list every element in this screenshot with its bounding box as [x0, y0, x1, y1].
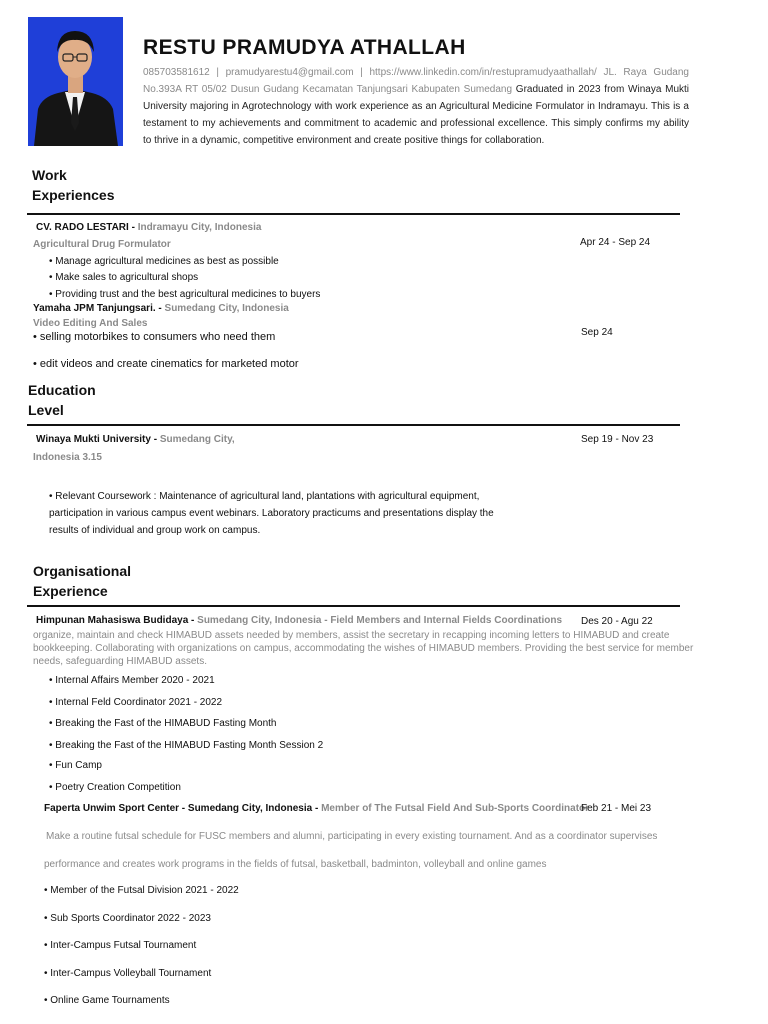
education-date: Sep 19 - Nov 23 — [581, 434, 654, 445]
job-2-bullet-2: • edit videos and create cinematics for marketed motor — [33, 358, 299, 370]
org-1-bullet-1: • Internal Affairs Member 2020 - 2021 — [49, 675, 215, 686]
org-2-description-line-1: Make a routine futsal schedule for FUSC members and alumni, participating in every existing tournament. And as a coordinator supervises — [46, 831, 658, 842]
org-2-bullet-2: • Sub Sports Coordinator 2022 - 2023 — [44, 913, 211, 924]
job-1-bullet-1: • Manage agricultural medicines as best as possible — [49, 256, 279, 267]
org-1-title: Himpunan Mahasiswa Budidaya - Sumedang City, Indonesia - Field Members and Internal Fields Coordinations — [36, 615, 563, 626]
org-2-date: Feb 21 - Mei 23 — [581, 803, 652, 814]
org-2-description-line-2: performance and creates work programs in the fields of futsal, basketball, badminton, volleyball and online games — [44, 859, 547, 870]
org-2-bullet-1: • Member of the Futsal Division 2021 - 2022 — [44, 885, 239, 896]
org-1-bullet-6: • Poetry Creation Competition — [49, 782, 181, 793]
org-1-bullet-5: • Fun Camp — [49, 760, 102, 771]
org-1-bullet-2: • Internal Feld Coordinator 2021 - 2022 — [49, 697, 223, 708]
work-section-title: Work Experiences — [32, 167, 115, 203]
org-1-bullet-4: • Breaking the Fast of the HIMABUD Fasting Month Session 2 — [49, 740, 324, 751]
organisation-divider — [27, 605, 680, 607]
job-2-role: Video Editing And Sales — [33, 318, 148, 329]
org-2-bullet-4: • Inter-Campus Volleyball Tournament — [44, 968, 212, 979]
summary-text: Graduated in 2023 from Winaya Mukti University majoring in Agrotechnology with work experience as an Agricultural Medicine Formulator in Indramayu. This is a testament to my achievements and commitment to academic and professional excellence. This simply confirms my ability to thrive in a dynamic, competitive environment and create positive things for collaboration. — [143, 84, 690, 146]
profile-photo-portrait — [28, 17, 123, 146]
intro-paragraph — [143, 64, 689, 149]
job-1-bullet-2: • Make sales to agricultural shops — [49, 272, 199, 283]
org-1-date: Des 20 - Agu 22 — [581, 616, 653, 627]
org-1-bullet-3: • Breaking the Fast of the HIMABUD Fasting Month — [49, 718, 277, 729]
job-1-org: CV. RADO LESTARI - Indramayu City, Indonesia — [36, 222, 262, 233]
education-location-gpa: Indonesia 3.15 — [33, 452, 102, 463]
education-divider — [27, 424, 680, 426]
job-2-date: Sep 24 — [581, 327, 613, 338]
job-2-org: Yamaha JPM Tanjungsari. - Sumedang City, Indonesia — [33, 303, 289, 314]
education-coursework: • Relevant Coursework : Maintenance of agricultural land, plantations with agricultural equipment, participation in various campus event webinars. Laboratory practicums and presentations display the results of individual and group work on campus. — [49, 491, 494, 536]
job-1-role: Agricultural Drug Formulator — [33, 239, 171, 250]
organisation-section-title: Organisational Experience — [33, 563, 132, 599]
org-2-title: Faperta Unwim Sport Center - Sumedang City, Indonesia - Member of The Futsal Field And Sub-Sports Coordinator — [44, 803, 590, 814]
profile-photo — [28, 17, 123, 146]
job-1-date: Apr 24 - Sep 24 — [580, 237, 651, 248]
job-2-bullet-1: • selling motorbikes to consumers who need them — [33, 331, 276, 343]
org-2-bullet-5: • Online Game Tournaments — [44, 995, 170, 1006]
work-divider — [27, 213, 680, 215]
org-2-bullet-3: • Inter-Campus Futsal Tournament — [44, 940, 197, 951]
education-org: Winaya Mukti University - Sumedang City, — [36, 434, 235, 445]
org-1-description: organize, maintain and check HIMABUD assets needed by members, assist the secretary in recapping incoming letters to HIMABUD and create bookkeeping. Collaborating with organizations on campus, accommodating the wishes of HIMABUD members. Providing the best service for member needs, safeguarding HIMABUD assets. — [33, 630, 694, 667]
education-section-title: Education Level — [28, 382, 96, 418]
contact-details[interactable]: 085703581612 | pramudyarestu4@gmail.com | https://www.linkedin.com/in/restupramudyaathallah/ JL. Raya Gudang No.393A RT 05/02 Dusun Gudang Kecamatan Tanjungsari Kabupaten Sumedang — [143, 67, 689, 95]
job-1-bullet-3: • Providing trust and the best agricultural medicines to buyers — [49, 289, 321, 300]
candidate-name: RESTU PRAMUDYA ATHALLAH — [143, 36, 466, 59]
